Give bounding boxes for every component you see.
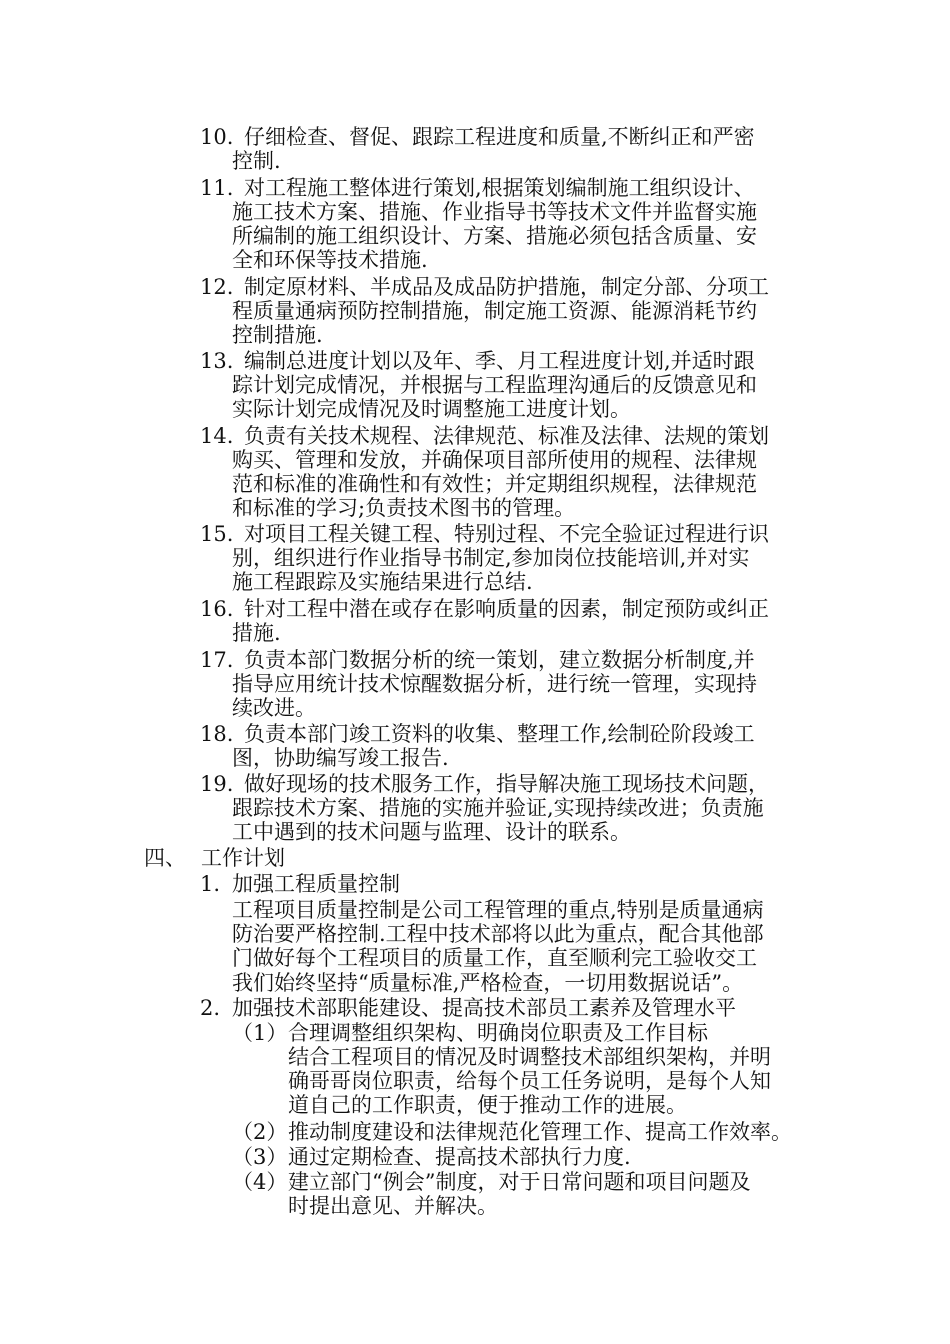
list-item-text: 对项目工程关键工程、特别过程、不完全验证过程进行识 (244, 522, 769, 546)
list-item (200, 125, 233, 149)
sub-item-title: 推动制度建设和法律规范化管理工作、提高工作效率。 (288, 1120, 792, 1144)
item-number: 13. (200, 349, 234, 373)
list-item-text-cont: 程质量通病预防控制措施，制定施工资源、能源消耗节约 控制措施. (232, 299, 757, 348)
sub-item-number: （3） (232, 1145, 288, 1169)
list-item-text-cont: 图，协助编写竣工报告. (232, 746, 449, 770)
list-item-text-cont: 控制. (232, 149, 281, 173)
sub-item-title: 建立部门“例会”制度，对于日常问题和项目问题及 (288, 1170, 751, 1194)
item-number: 19. (200, 772, 234, 796)
list-item-text: 负责本部门竣工资料的收集、整理工作,绘制砼阶段竣工 (244, 722, 755, 746)
list-item-text-cont: 跟踪技术方案、措施的实施并验证,实现持续改进；负责施 工中遇到的技术问题与监理、设计的联系。 (232, 796, 764, 845)
sub-item-number: （4） (232, 1170, 288, 1194)
section-title: 工作计划 (201, 846, 285, 870)
list-item-text: 编制总进度计划以及年、季、月工程进度计划,并适时跟 (244, 349, 755, 373)
list-item-text: 针对工程中潜在或存在影响质量的因素，制定预防或纠正 (244, 597, 769, 621)
plan-title: 加强工程质量控制 (232, 872, 400, 896)
list-item-text: 负责有关技术规程、法律规范、标准及法律、法规的策划 (244, 424, 769, 448)
plan-number: 2. (200, 996, 221, 1020)
list-item-text-cont: 别，组织进行作业指导书制定,参加岗位技能培训,并对实 施工程跟踪及实施结果进行总结. (232, 546, 750, 595)
item-number: 16. (200, 597, 234, 621)
sub-item-title: 通过定期检查、提高技术部执行力度. (288, 1145, 631, 1169)
list-item-text: 做好现场的技术服务工作，指导解决施工现场技术问题， (244, 772, 769, 796)
list-item-text-cont: 踪计划完成情况，并根据与工程监理沟通后的反馈意见和 实际计划完成情况及时调整施工进度计划。 (232, 373, 757, 422)
item-number: 14. (200, 424, 234, 448)
item-number: 12. (200, 275, 234, 299)
list-item-text: 制定原材料、半成品及成品防护措施，制定分部、分项工 (244, 275, 769, 299)
list-item-text-cont: 指导应用统计技术惊醒数据分析，进行统一管理，实现持 续改进。 (232, 672, 757, 721)
plan-number: 1. (200, 872, 221, 896)
item-number: 18. (200, 722, 234, 746)
sub-item-title: 合理调整组织架构、明确岗位职责及工作目标 (288, 1021, 708, 1045)
sub-item-number: （1） (232, 1021, 288, 1045)
item-number: 10. (200, 125, 234, 149)
list-item-text-cont: 措施. (232, 621, 281, 645)
list-item-text: 对工程施工整体进行策划,根据策划编制施工组织设计、 (244, 176, 755, 200)
plan-title: 加强技术部职能建设、提高技术部员工素养及管理水平 (232, 996, 736, 1020)
list-item-text: 负责本部门数据分析的统一策划，建立数据分析制度,并 (244, 648, 755, 672)
section-number: 四、 (144, 846, 186, 870)
list-item-text-cont: 购买、管理和发放，并确保项目部所使用的规程、法律规 范和标准的准确性和有效性；并定期组织规程，法律规范 和标准的学习;负责技术图书的管理。 (232, 448, 757, 521)
plan-body: 工程项目质量控制是公司工程管理的重点,特别是质量通病 防治要严格控制.工程中技术部将以此为重点，配合其他部 门做好每个工程项目的质量工作，直至顺利完工验收交工 我们始终坚持“质量标准,严格检查，一切用数据说话”。 (232, 898, 764, 995)
sub-item-number: （2） (232, 1120, 288, 1144)
list-item-text: 仔细检查、督促、跟踪工程进度和质量,不断纠正和严密 (244, 125, 755, 149)
item-number: 11. (200, 176, 234, 200)
sub-item-body: 结合工程项目的情况及时调整技术部组织架构，并明 确哥哥岗位职责，给每个员工任务说明，是每个人知 道自己的工作职责，便于推动工作的进展。 (288, 1045, 771, 1118)
sub-item-body: 时提出意见、并解决。 (288, 1194, 498, 1218)
item-number: 15. (200, 522, 234, 546)
item-number: 17. (200, 648, 234, 672)
list-item-text-cont: 施工技术方案、措施、作业指导书等技术文件并监督实施 所编制的施工组织设计、方案、措施必须包括含质量、安 全和环保等技术措施. (232, 200, 757, 273)
